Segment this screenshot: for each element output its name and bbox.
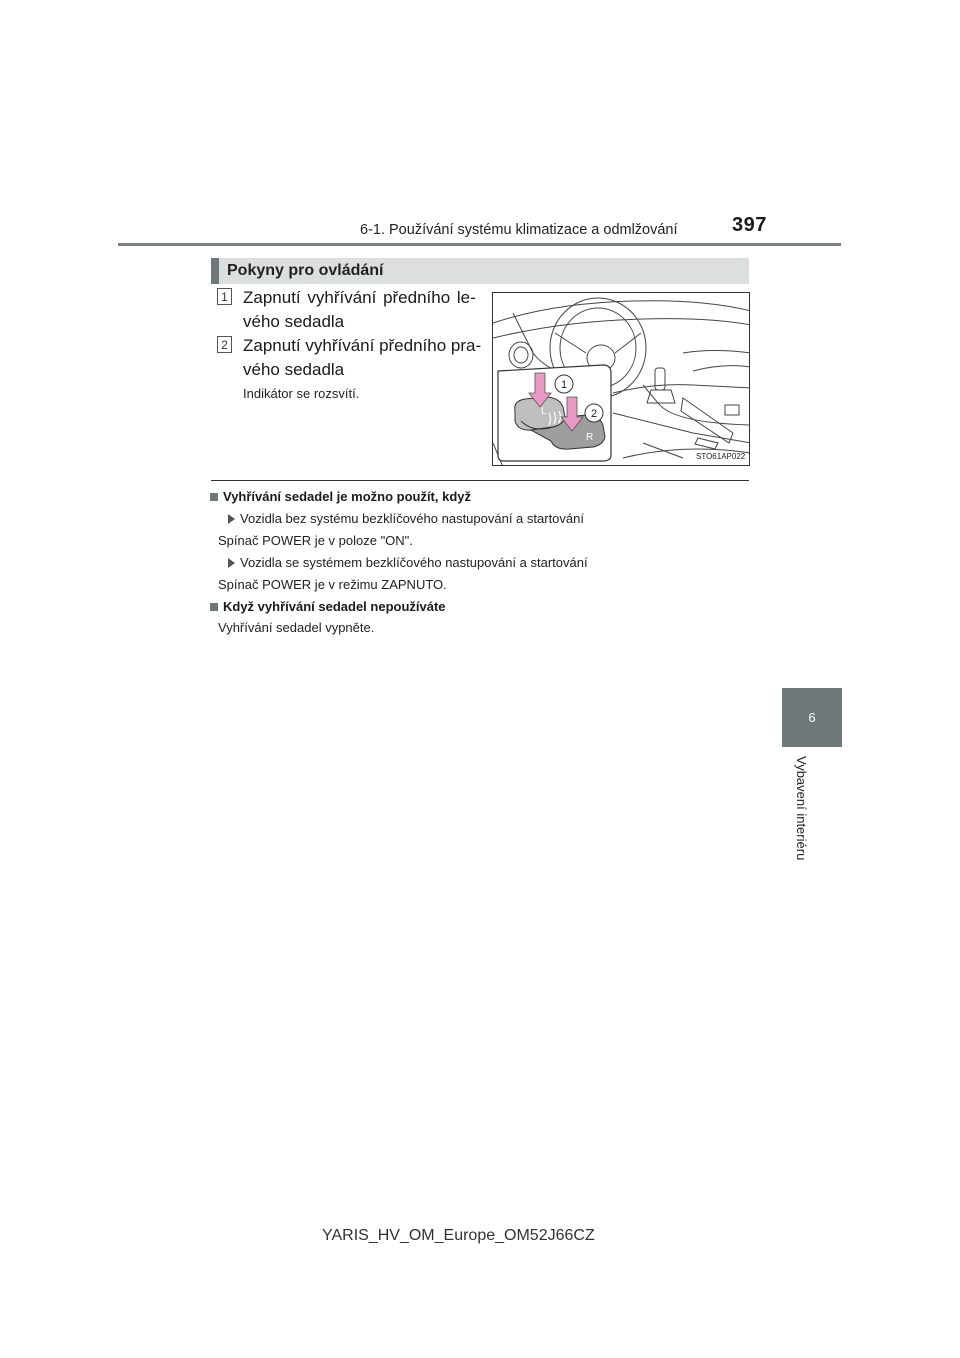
- square-bullet-icon: [210, 493, 218, 501]
- indicator-note: Indikátor se rozsvítí.: [243, 386, 360, 401]
- switch-left-letter: L: [541, 406, 547, 417]
- triangle-bullet-icon: [228, 514, 235, 524]
- section-title: Pokyny pro ovládání: [227, 262, 384, 279]
- seat-heater-illustration: [492, 292, 750, 466]
- note-body-1: Spínač POWER je v poloze "ON".: [218, 533, 413, 548]
- note-bullet-1-text: Vozidla bez systému bezklíčového nastupování a startování: [240, 511, 584, 526]
- step-number-1: 1: [217, 288, 232, 305]
- step-2-text: [243, 334, 482, 382]
- page-number: 397: [732, 214, 767, 236]
- note-bullet-2-text: Vozidla se systémem bezklíčového nastupování a startování: [240, 555, 588, 570]
- step-1-line-1: Zapnutí vyhřívání předního le-: [243, 288, 476, 307]
- callout-2-label: 2: [590, 408, 598, 420]
- note-body-3: Vyhřívání sedadel vypněte.: [218, 620, 375, 635]
- note-heading-2-text: Když vyhřívání sedadel nepoužíváte: [223, 599, 446, 614]
- note-body-2: Spínač POWER je v režimu ZAPNUTO.: [218, 577, 447, 592]
- square-bullet-icon: [210, 603, 218, 611]
- step-2-line-1: Zapnutí vyhřívání předního pra-: [243, 336, 482, 355]
- note-bullet-2: [228, 555, 588, 570]
- note-heading-1-text: Vyhřívání sedadel je možno použít, když: [223, 489, 472, 504]
- note-heading-when-usable: [210, 489, 471, 504]
- car-interior-drawing: [493, 293, 750, 466]
- step-1-line-2: vého sedadla: [243, 312, 345, 331]
- section-divider: [211, 480, 749, 481]
- footer-document-code: YARIS_HV_OM_Europe_OM52J66CZ: [322, 1227, 595, 1244]
- image-code: STO61AP022: [696, 452, 746, 461]
- chapter-number: 6: [808, 710, 816, 725]
- triangle-bullet-icon: [228, 558, 235, 568]
- chapter-label: Vybavení interiéru: [794, 756, 809, 861]
- header-divider: [118, 243, 841, 246]
- section-heading: [211, 258, 749, 284]
- chapter-tab: [782, 688, 842, 747]
- callout-1-label: 1: [560, 379, 568, 391]
- step-1-text: [243, 286, 477, 334]
- note-bullet-1: [228, 511, 584, 526]
- step-number-2: 2: [217, 336, 232, 353]
- running-header-title: 6-1. Používání systému klimatizace a odmlžování: [360, 222, 678, 238]
- switch-right-letter: R: [586, 432, 594, 443]
- note-heading-when-not-used: [210, 599, 446, 614]
- step-2-line-2: vého sedadla: [243, 360, 345, 379]
